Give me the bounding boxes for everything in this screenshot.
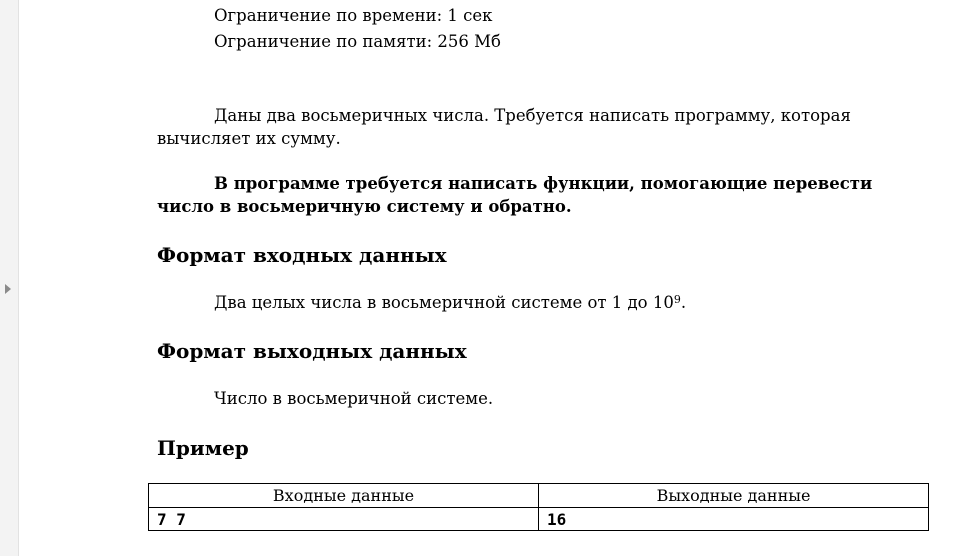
- statement-requirement: В программе требуется написать функции, помогающие перевести число в восьмеричную систему и обратно.: [157, 174, 873, 216]
- example-table: [148, 483, 929, 531]
- memory-limit: Ограничение по памяти: 256 Мб: [214, 32, 501, 51]
- statement-intro: Даны два восьмеричных числа. Требуется написать программу, которая вычисляет их сумму.: [157, 106, 851, 148]
- input-format-heading: Формат входных данных: [157, 243, 447, 267]
- input-format-text-main: Два целых числа в восьмеричной системе от 1 до 10: [214, 293, 674, 312]
- example-table-header-row: [149, 484, 929, 508]
- example-output-cell: 16: [539, 508, 929, 531]
- example-heading: Пример: [157, 436, 249, 460]
- output-format-heading: Формат выходных данных: [157, 339, 467, 363]
- table-row: [149, 508, 929, 531]
- example-input-header: Входные данные: [149, 484, 539, 508]
- input-format-text-end: .: [680, 293, 687, 312]
- example-output-header: Выходные данные: [539, 484, 929, 508]
- example-input-cell: 7 7: [149, 508, 539, 531]
- input-format-power: 9: [673, 293, 681, 306]
- output-format-text: Число в восьмеричной системе.: [214, 389, 494, 408]
- time-limit: Ограничение по времени: 1 сек: [214, 6, 493, 25]
- input-format-text: [214, 291, 686, 314]
